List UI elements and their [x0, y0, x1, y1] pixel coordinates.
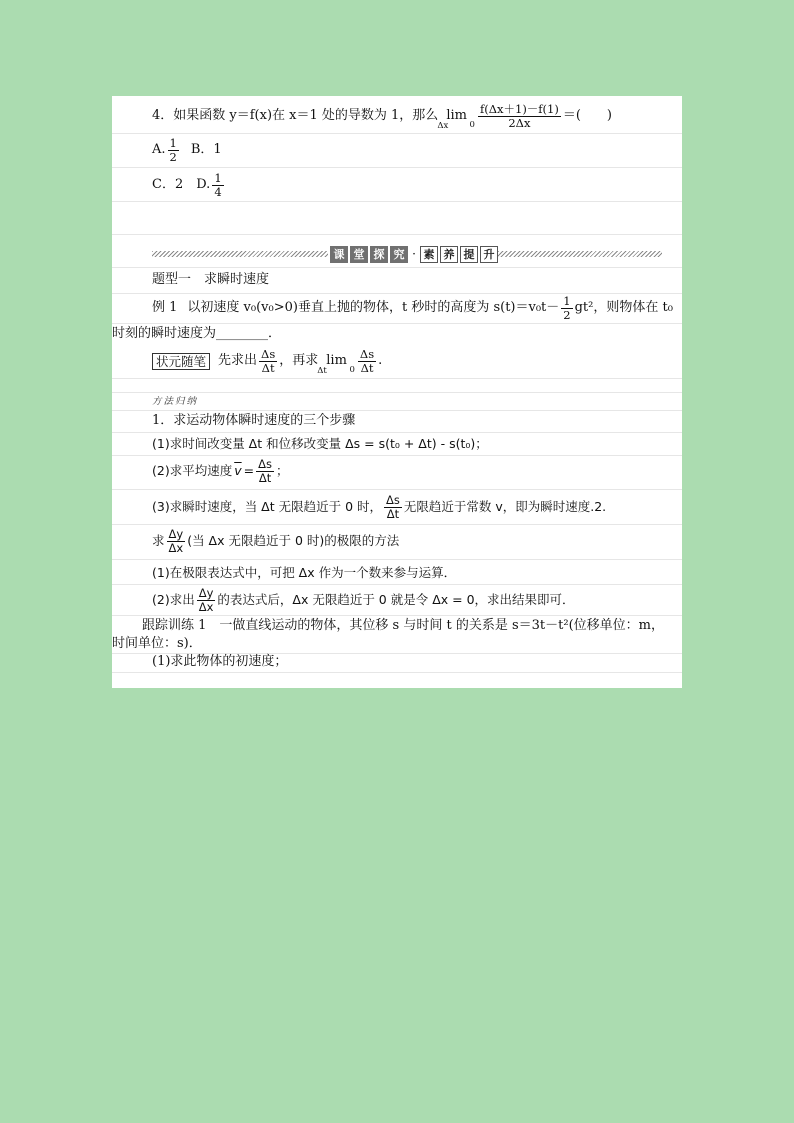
fraction-numerator: 1	[169, 135, 177, 150]
document-page	[112, 96, 682, 688]
fraction-numerator: Δs	[261, 346, 276, 361]
question-4-fraction	[478, 103, 561, 130]
fraction-numerator: Δy	[198, 585, 214, 600]
method-step-2-fraction	[256, 458, 274, 485]
limit-label: lim	[446, 108, 467, 123]
fraction-denominator: Δt	[386, 506, 400, 521]
practice-1-continuation	[112, 635, 202, 653]
method-item-2-fraction	[167, 528, 186, 555]
limit-subscript-target: 0	[469, 120, 475, 130]
practice-question-1	[152, 653, 287, 671]
method-sub-1-text: (1)在极限表达式中，可把 Δx 作为一个数来参与运算．	[152, 565, 457, 580]
limit-operator	[437, 107, 476, 131]
banner-title	[330, 246, 500, 262]
method-heading-row	[152, 395, 198, 409]
option-c-d-label: C．2 D.	[152, 177, 211, 192]
method-sub-2-fraction	[197, 587, 216, 614]
tip-fraction	[259, 348, 277, 375]
example-1-continuation	[112, 325, 281, 343]
method-step-2	[152, 456, 288, 486]
method-step-1	[152, 435, 488, 453]
method-sub-1	[152, 564, 456, 582]
row-divider	[112, 584, 682, 585]
tip-text: 先求出	[218, 353, 258, 368]
banner-char: 养	[440, 246, 458, 263]
example-1	[152, 294, 673, 322]
fraction-denominator: Δt	[258, 470, 272, 485]
fraction-denominator: 2	[169, 149, 177, 164]
method-item-1-text: 1．求运动物体瞬时速度的三个步骤	[152, 413, 356, 428]
method-step-3-text: (3)求瞬时速度，当 Δt 无限趋近于 0 时，	[152, 499, 383, 514]
row-divider	[112, 234, 682, 235]
practice-1-text: 跟踪训练 1 一做直线运动的物体，其位移 s 与时间 t 的关系是 s＝3t－t²(位移单位：m，	[142, 618, 664, 633]
row-divider	[112, 267, 682, 268]
row-divider	[112, 201, 682, 202]
fraction-denominator: 2	[563, 307, 571, 322]
row-divider	[112, 167, 682, 168]
row-divider	[112, 489, 682, 490]
fraction-numerator: f(Δx＋1)－f(1)	[479, 101, 559, 116]
practice-1	[142, 617, 664, 635]
example-1-text: 以初速度 v₀(v₀>0)垂直上抛的物体，t 秒时的高度为 s(t)＝v₀t－	[187, 300, 560, 315]
equals-sign: =	[243, 463, 255, 478]
method-step-3-fraction	[384, 494, 402, 521]
row-divider	[112, 133, 682, 134]
fraction-denominator: Δx	[168, 540, 184, 555]
method-sub-2-text-end: 的表达式后，Δx 无限趋近于 0 就是令 Δx = 0，求出结果即可．	[217, 592, 575, 607]
topic-heading	[152, 271, 269, 289]
fraction-denominator: Δt	[261, 360, 275, 375]
fraction-denominator: 4	[214, 184, 222, 199]
tip-row	[152, 345, 382, 377]
tip-limit-fraction	[358, 348, 376, 375]
question-4-options-cd	[152, 171, 226, 199]
question-4-answer-blank: ＝( )	[562, 108, 613, 123]
method-heading: 方法归纳	[152, 396, 199, 407]
banner-stripe-right	[498, 251, 662, 257]
banner-char: 探	[370, 246, 388, 263]
method-item-1	[152, 412, 355, 430]
row-divider	[112, 559, 682, 560]
row-divider	[112, 672, 682, 673]
row-divider	[112, 323, 682, 324]
practice-1-text-end: 时间单位：s)．	[112, 636, 202, 651]
fraction-numerator: Δs	[258, 456, 272, 471]
example-1-text-end: gt²，则物体在 t₀	[574, 300, 673, 315]
method-step-2-end: ；	[275, 463, 289, 478]
question-4-stem	[152, 101, 612, 131]
banner-stripe-left	[152, 251, 328, 257]
fraction-numerator: Δs	[359, 346, 375, 361]
method-item-2-text-end: (当 Δx 无限趋近于 0 时)的极限的方法	[187, 533, 400, 548]
banner-char: 堂	[350, 246, 368, 263]
method-item-2-text: 求	[152, 533, 165, 548]
limit-subscript-target: 0	[349, 365, 355, 375]
method-step-2-text: (2)求平均速度	[152, 463, 233, 478]
average-velocity-symbol: $\overline{v}$	[234, 463, 242, 478]
example-1-answer-line: 时刻的瞬时速度为________．	[112, 326, 282, 341]
fraction-denominator: 2Δx	[508, 115, 531, 130]
tip-text-mid: ，再求	[279, 353, 319, 368]
option-d-fraction	[212, 172, 223, 199]
banner-char: 究	[390, 246, 408, 263]
banner-char: 素	[420, 246, 438, 263]
option-b: B．1	[190, 142, 222, 157]
method-sub-2	[152, 586, 575, 614]
banner-char: 课	[330, 246, 348, 263]
method-sub-2-text: (2)求出	[152, 592, 195, 607]
option-a-fraction	[168, 137, 179, 164]
method-step-1-text: (1)求时间改变量 Δt 和位移改变量 Δs = s(t₀ + Δt) - s(t₀)；	[152, 436, 488, 451]
fraction-numerator: 1	[214, 170, 222, 185]
banner-char: 升	[480, 246, 498, 263]
example-1-fraction	[561, 295, 572, 322]
limit-subscript-variable: Δt	[317, 366, 327, 376]
tip-end: .	[378, 353, 383, 368]
example-1-label: 例 1	[152, 300, 178, 315]
banner-separator: ·	[412, 247, 416, 261]
limit-label: lim	[326, 353, 347, 368]
method-step-3	[152, 492, 606, 522]
row-divider	[112, 432, 682, 433]
practice-question-1-text: (1)求此物体的初速度；	[152, 654, 288, 669]
question-4-options-ab	[152, 136, 222, 164]
banner-char: 提	[460, 246, 478, 263]
fraction-denominator: Δt	[360, 360, 374, 375]
fraction-numerator: 1	[563, 293, 571, 308]
row-divider	[112, 524, 682, 525]
topic-title: 题型一 求瞬时速度	[152, 272, 270, 287]
option-a-label: A.	[152, 142, 166, 157]
method-step-3-text-end: 无限趋近于常数 v，即为瞬时速度.2.	[403, 499, 607, 514]
fraction-numerator: Δs	[386, 492, 400, 507]
section-banner	[112, 246, 682, 262]
limit-subscript-variable: Δx	[437, 121, 449, 131]
row-divider	[112, 378, 682, 379]
limit-operator	[317, 352, 356, 376]
method-item-2	[152, 526, 399, 556]
fraction-numerator: Δy	[168, 526, 184, 541]
fraction-denominator: Δx	[198, 599, 214, 614]
question-4-text: 4．如果函数 y＝f(x)在 x＝1 处的导数为 1，那么	[152, 108, 439, 123]
tip-badge: 状元随笔	[152, 353, 210, 370]
row-divider	[112, 615, 682, 616]
